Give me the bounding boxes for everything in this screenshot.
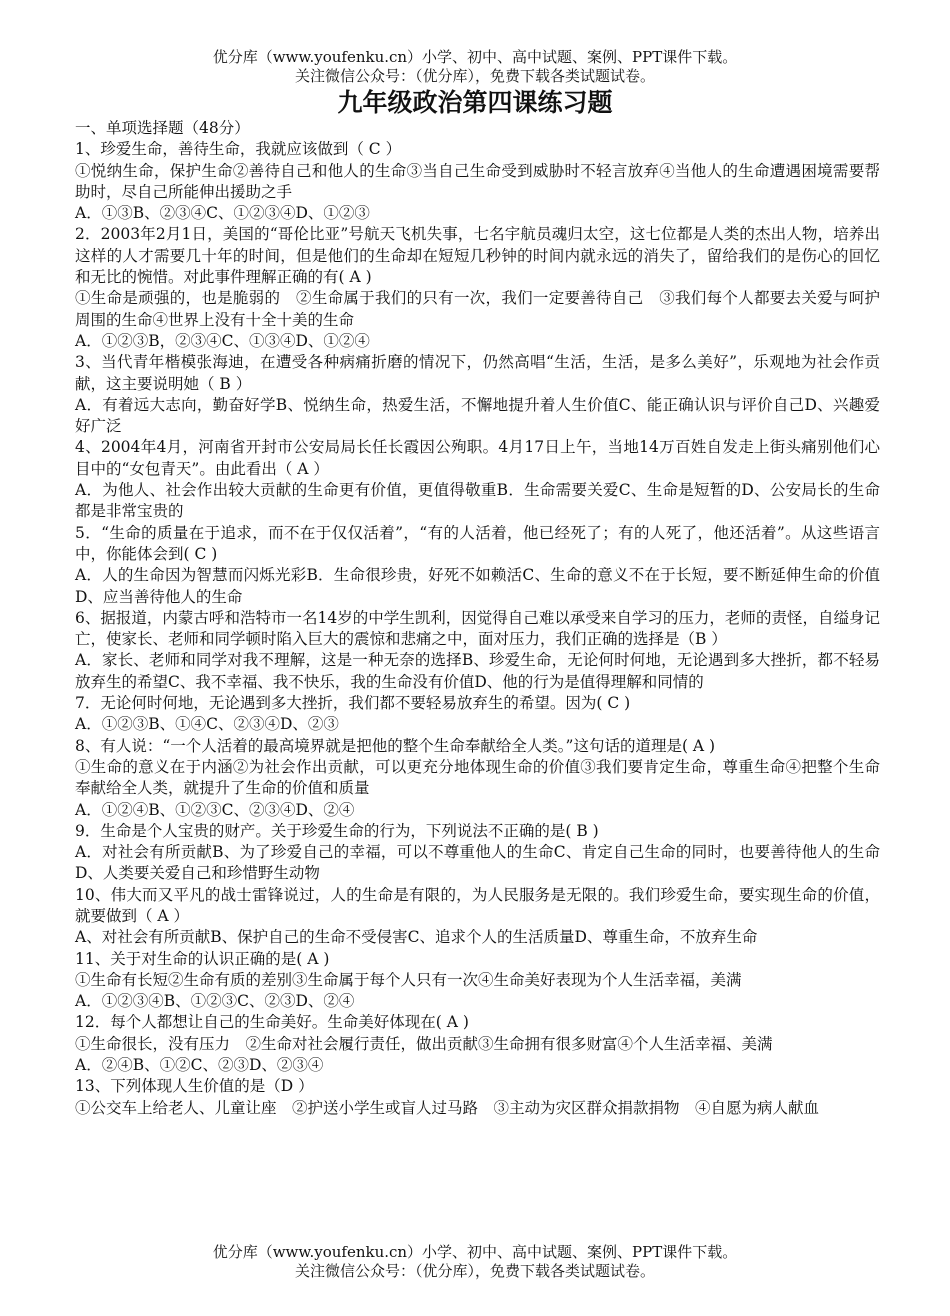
- question-1: 1、珍爱生命，善待生命，我就应该做到（ C ）: [75, 140, 402, 159]
- page-header: [0, 48, 950, 86]
- question-9: 9．生命是个人宝贵的财产。关于珍爱生命的行为，下列说法不正确的是( B ): [75, 821, 599, 840]
- question-2-options: A．①②③B，②③④C、①③④D、①②④: [75, 331, 370, 350]
- page-title: 九年级政治第四课练习题: [337, 88, 613, 117]
- question-5-options: A．人的生命因为智慧而闪烁光彩B．生命很珍贵，好死不如赖活C、生命的意义不在于长短，要不断延伸生命的价值D、应当善待他人的生命: [75, 566, 880, 606]
- header-line-2: 关注微信公众号：（优分库），免费下载各类试题试卷。: [294, 67, 655, 85]
- question-6-options: A．家长、老师和同学对我不理解，这是一种无奈的选择B、珍爱生命，无论何时何地，无论遇到多大挫折，都不轻易放弃生的希望C、我不幸福、我不快乐，我的生命没有价值D、他的行为是值得理解和同情的: [75, 651, 880, 691]
- question-12-statements: ①生命很长，没有压力 ②生命对社会履行责任，做出贡献③生命拥有很多财富④个人生活幸福、美满: [75, 1034, 773, 1053]
- question-3: 3、当代青年楷模张海迪，在遭受各种病痛折磨的情况下，仍然高唱“生活，生活，是多么美好”，乐观地为社会作贡献，这主要说明她（ B ）: [75, 353, 880, 393]
- question-2-statements: ①生命是顽强的，也是脆弱的 ②生命属于我们的只有一次，我们一定要善待自己 ③我们每个人都要去关爱与呵护周围的生命④世界上没有十全十美的生命: [75, 289, 880, 329]
- question-8-options: A．①②④B、①②③C、②③④D、②④: [75, 800, 355, 819]
- header-line-1: 优分库（www.youfenku.cn）小学、初中、高中试题、案例、PPT课件下载。: [212, 48, 738, 66]
- question-4-options: A．为他人、社会作出较大贡献的生命更有价值，更值得敬重B．生命需要关爱C、生命是短暂的D、公安局长的生命都是非常宝贵的: [75, 481, 880, 521]
- question-12: 12．每个人都想让自己的生命美好。生命美好体现在( A ): [75, 1013, 469, 1032]
- question-1-statements: ①悦纳生命，保护生命②善待自己和他人的生命③当自己生命受到威胁时不轻言放弃④当他人的生命遭遇困境需要帮助时，尽自己所能伸出援助之手: [75, 161, 880, 201]
- document-body: [75, 118, 880, 1119]
- question-1-options: A．①③B、②③④C、①②③④D、①②③: [75, 204, 370, 223]
- question-8: 8、有人说：“一个人活着的最高境界就是把他的整个生命奉献给全人类。”这句话的道理是( A ): [75, 736, 716, 755]
- question-4: 4、2004年4月，河南省开封市公安局局长任长霞因公殉职。4月17日上午，当地14万百姓自发走上街头痛别他们心目中的“女包青天”。由此看出（ A ）: [75, 438, 880, 478]
- question-5: 5．“生命的质量在于追求，而不在于仅仅活着”，“有的人活着，他已经死了；有的人死了，他还活着”。从这些语言中，你能体会到( C ): [75, 523, 880, 563]
- question-3-options: A．有着远大志向，勤奋好学B、悦纳生命，热爱生活，不懈地提升着人生价值C、能正确认识与评价自己D、兴趣爱好广泛: [75, 395, 880, 436]
- question-11: 11、关于对生命的认识正确的是( A ): [75, 949, 330, 968]
- question-10: 10、伟大而又平凡的战士雷锋说过，人的生命是有限的，为人民服务是无限的。我们珍爱生命，要实现生命的价值，就要做到（ A ）: [75, 885, 880, 925]
- section-heading: 一、单项选择题（48分）: [75, 119, 250, 137]
- question-6: 6、据报道，内蒙古呼和浩特市一名14岁的中学生凯利，因觉得自己难以承受来自学习的压力，老师的责怪，自缢身记亡，使家长、老师和同学顿时陷入巨大的震惊和悲痛之中，面对压力，我们正确的选择是（B ）: [75, 608, 880, 649]
- question-13: 13、下列体现人生价值的是（D ）: [75, 1077, 314, 1096]
- question-13-statements: ①公交车上给老人、儿童让座 ②护送小学生或盲人过马路 ③主动为灾区群众捐款捐物 ④自愿为病人献血: [75, 1098, 820, 1117]
- question-12-options: A．②④B、①②C、②③D、②③④: [75, 1056, 324, 1075]
- question-11-options: A．①②③④B、①②③C、②③D、②④: [75, 992, 355, 1011]
- footer-line-1: 优分库（www.youfenku.cn）小学、初中、高中试题、案例、PPT课件下载。: [212, 1243, 738, 1261]
- question-11-statements: ①生命有长短②生命有质的差别③生命属于每个人只有一次④生命美好表现为个人生活幸福，美满: [75, 970, 742, 989]
- question-8-statements: ①生命的意义在于内涵②为社会作出贡献，可以更充分地体现生命的价值③我们要肯定生命，尊重生命④把整个生命奉献给全人类，就提升了生命的价值和质量: [75, 757, 880, 798]
- question-9-options: A．对社会有所贡献B、为了珍爱自己的幸福，可以不尊重他人的生命C、肯定自己生命的同时，也要善待他人的生命D、人类要关爱自己和珍惜野生动物: [75, 843, 880, 883]
- question-7-options: A．①②③B、①④C、②③④D、②③: [75, 715, 339, 734]
- footer-line-2: 关注微信公众号：（优分库），免费下载各类试题试卷。: [294, 1262, 655, 1280]
- page-footer: [0, 1243, 950, 1281]
- question-2: 2．2003年2月1日，美国的“哥伦比亚”号航天飞机失事，七名宇航员魂归太空，这七位都是人类的杰出人物，培养出这样的人才需要几十年的时间，但是他们的生命却在短短几秒钟的时间内就永远的消失了，留给我们的是伤心的回忆和无比的惋惜。对此事件理解正确的有( A ): [75, 225, 880, 287]
- question-10-options: A、对社会有所贡献B、保护自己的生命不受侵害C、追求个人的生活质量D、尊重生命，不放弃生命: [75, 928, 758, 947]
- question-7: 7．无论何时何地，无论遇到多大挫折，我们都不要轻易放弃生的希望。因为( C ): [75, 694, 631, 713]
